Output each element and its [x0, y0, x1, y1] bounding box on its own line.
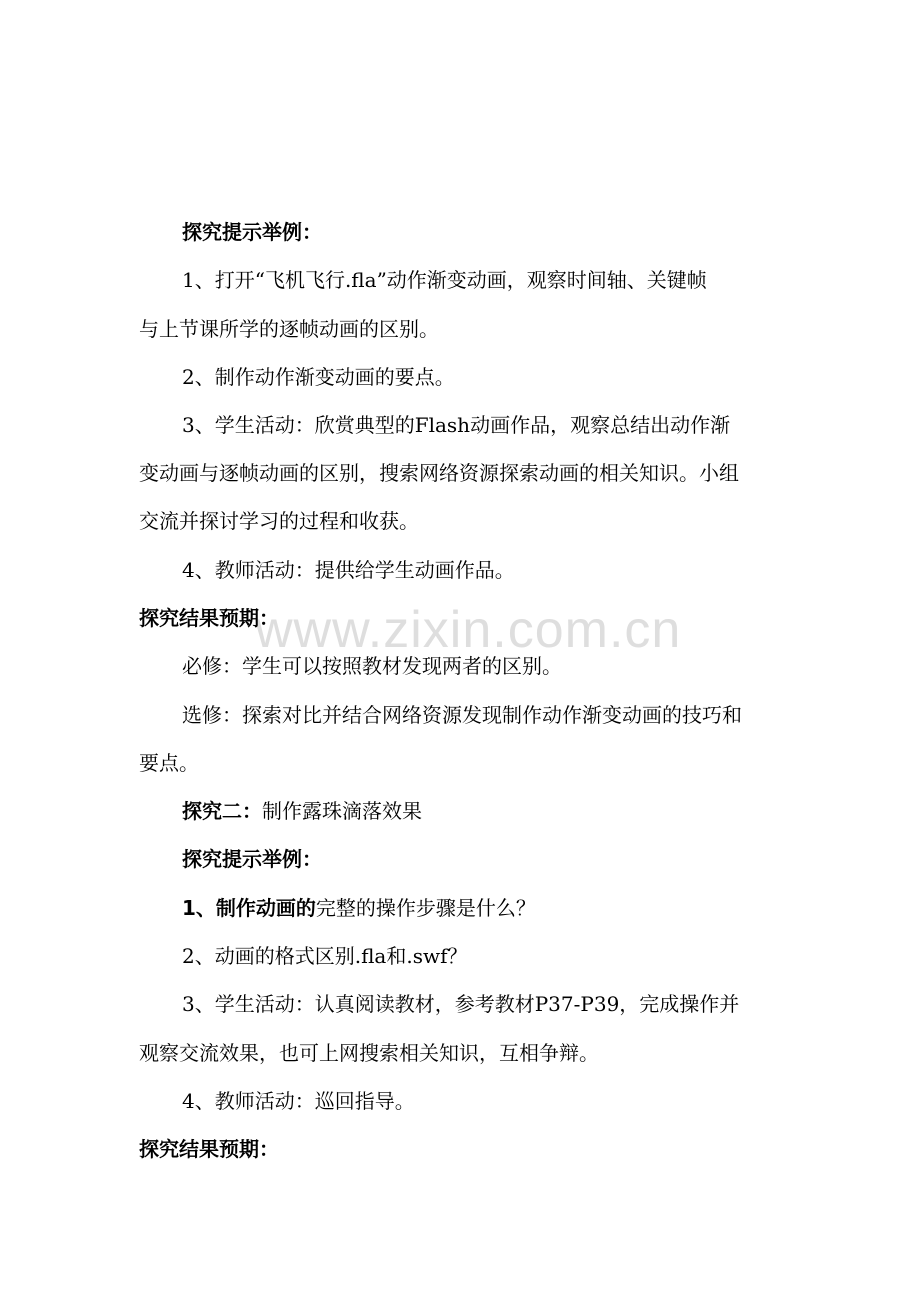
section2-item3-line1: 3、学生活动：认真阅读教材，参考教材P37-P39，完成操作并	[182, 992, 740, 1016]
section2-item3-line2: 观察交流效果，也可上网搜索相关知识，互相争辩。	[139, 1041, 599, 1065]
result2-heading: 探究结果预期：	[139, 1137, 279, 1161]
section2-item1	[182, 893, 842, 923]
section1-hint-heading: 探究提示举例：	[182, 220, 322, 244]
section2-item1-bold: 1、制作动画的	[182, 896, 316, 920]
section1-item3-line2: 变动画与逐帧动画的区别，搜索网络资源探索动画的相关知识。小组	[139, 461, 739, 485]
section2-item4: 4、教师活动：巡回指导。	[182, 1089, 415, 1113]
section2-item1-text: 完整的操作步骤是什么？	[315, 896, 536, 920]
section2-title	[182, 796, 842, 826]
section2-item2: 2、动画的格式区别.fla和.swf？	[182, 944, 468, 968]
section2-hint-heading: 探究提示举例：	[182, 847, 322, 871]
section2-title-text: 制作露珠滴落效果	[262, 799, 422, 823]
result1-heading: 探究结果预期：	[139, 606, 279, 630]
section1-item2: 2、制作动作渐变动画的要点。	[182, 365, 455, 389]
watermark: www.zixin.com.cn	[255, 601, 682, 659]
section2-title-label: 探究二：	[182, 799, 262, 823]
result1-elective-line2: 要点。	[139, 751, 199, 775]
section1-item4: 4、教师活动：提供给学生动画作品。	[182, 558, 515, 582]
section1-item3-line3: 交流并探讨学习的过程和收获。	[139, 509, 419, 533]
result1-required: 必修：学生可以按照教材发现两者的区别。	[182, 654, 562, 678]
section1-item1-line1: 1、打开“飞机飞行.fla”动作渐变动画，观察时间轴、关键帧	[182, 268, 707, 292]
section1-item3-line1: 3、学生活动：欣赏典型的Flash动画作品，观察总结出动作渐	[182, 413, 731, 437]
result1-elective-line1: 选修：探索对比并结合网络资源发现制作动作渐变动画的技巧和	[182, 703, 742, 727]
section1-item1-line2: 与上节课所学的逐帧动画的区别。	[139, 317, 439, 341]
